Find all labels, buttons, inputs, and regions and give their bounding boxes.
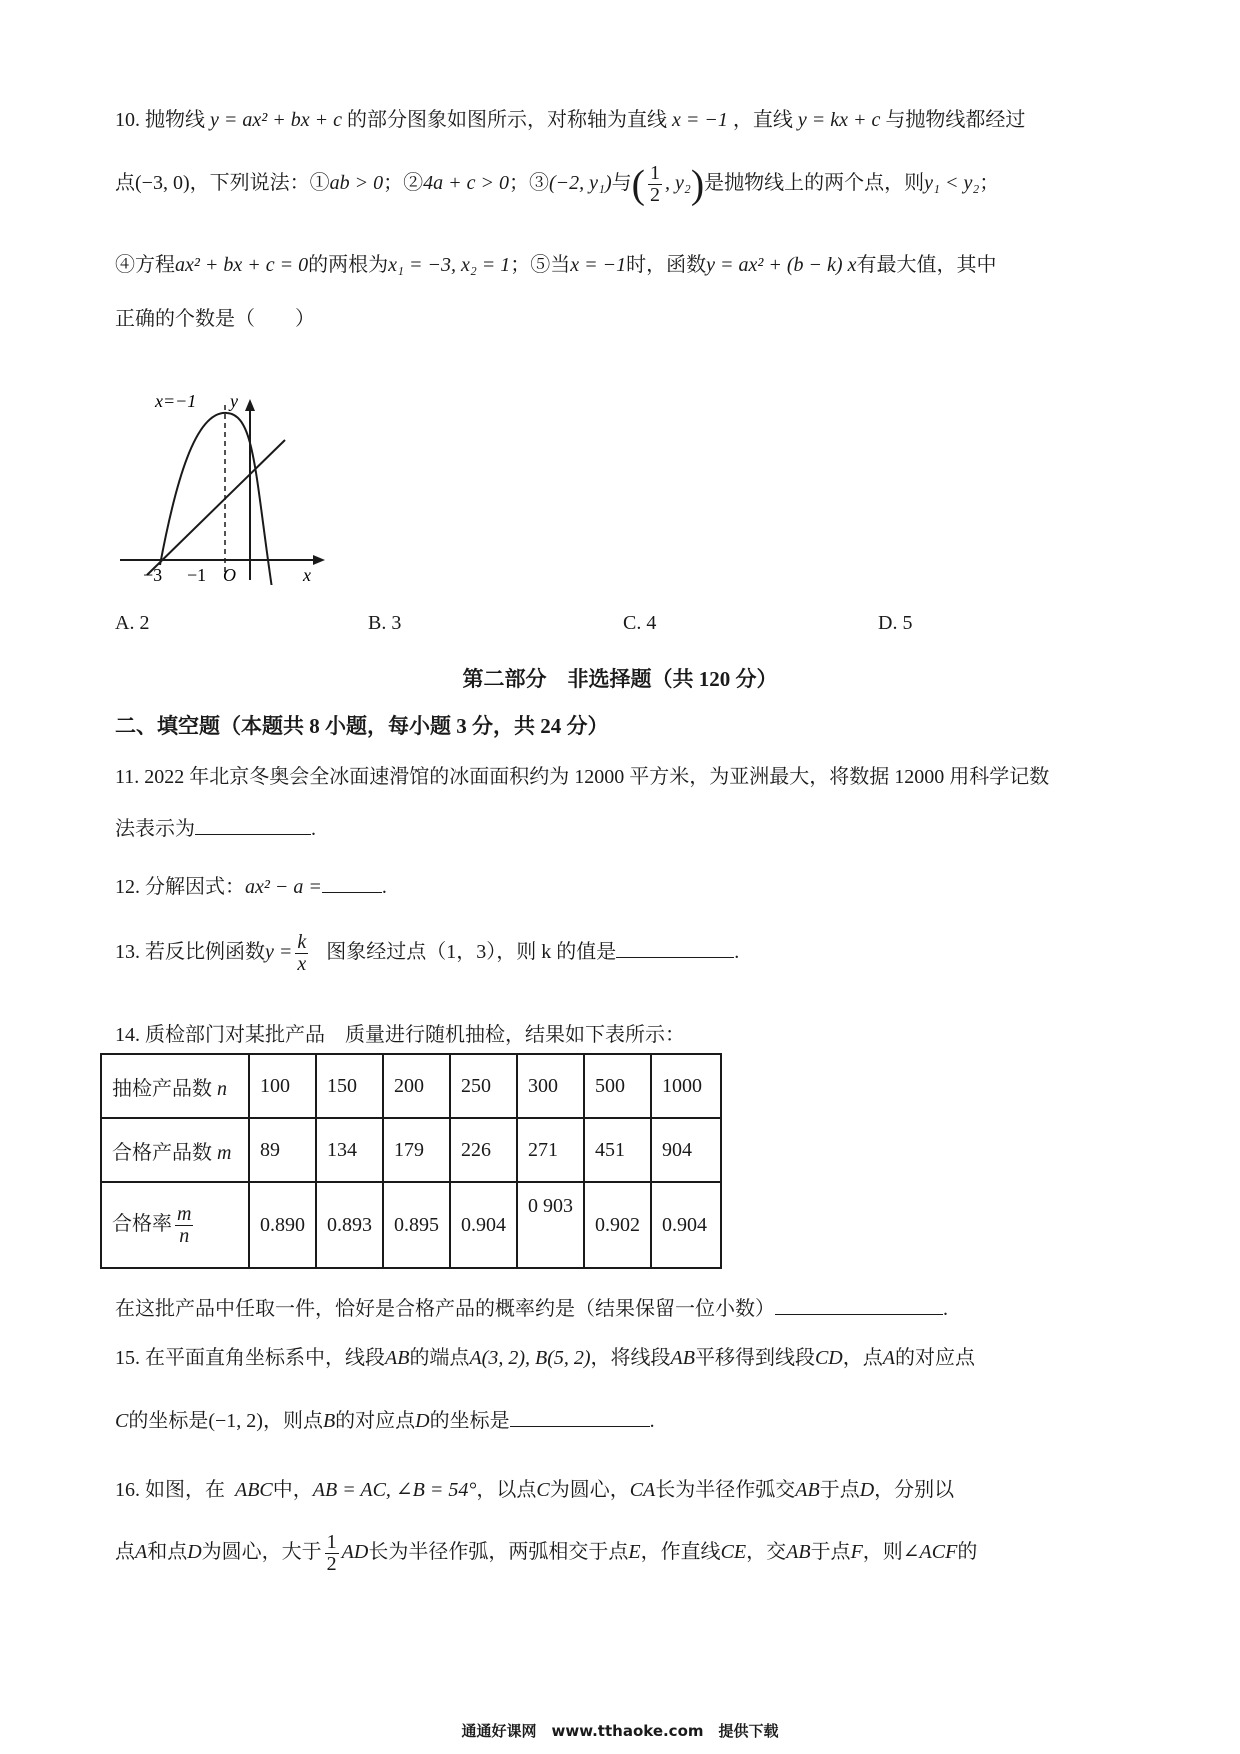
segment-ab: AB [670,1347,695,1369]
endpoints: A(3, 2), B(5, 2) [469,1347,591,1369]
q10-line-4 [115,302,315,331]
q15-text: 的坐标是 [429,1410,510,1432]
table-cell: 0.895 [383,1182,450,1268]
q16-text: 长为半径作弧，两弧相交于点 [368,1541,629,1564]
q14-answer-blank[interactable] [775,1296,943,1315]
table-row [101,1182,721,1268]
q14-intro: 14. 质检部门对某批产品 质量进行随机抽检，结果如下表所示： [115,1024,685,1046]
statement-3-point-1: (−2, y₁) [548,172,612,195]
fraction-denominator: 2 [326,1553,337,1575]
q15-text: ，将线段 [590,1347,671,1369]
q10-line-3 [115,248,996,277]
statement-5-function: y = ax² + (b − k) x [706,254,857,276]
table-row [101,1118,721,1182]
row-var: n [217,1077,227,1100]
tick-label-minus-1: −1 [187,565,207,585]
q16-text: 和点 [147,1541,188,1564]
quality-table [100,1053,722,1269]
q16-text: ，则 [862,1541,903,1564]
q11-line-2 [115,812,316,841]
q10-line-2 [115,163,999,206]
option-d: D. 5 [878,612,913,634]
fraction-denominator: x [297,953,307,975]
q15-text: 15. 在平面直角坐标系中，线段 [115,1347,385,1369]
table-cell: 904 [651,1118,721,1182]
table-cell: 0.893 [316,1182,383,1268]
q16-line-1 [115,1473,954,1502]
q13-text: 图象经过点（1，3），则 k 的值是 [326,941,617,964]
table-cell: 100 [249,1054,316,1118]
q11-answer-blank[interactable] [195,816,311,835]
table-cell: 300 [517,1054,584,1118]
option-c: C. 4 [623,612,657,634]
fraction-numerator: m [177,1202,192,1225]
symmetry-axis-equation: x = −1 [672,109,728,131]
segment-ca: CA [629,1479,656,1501]
q14-after [115,1292,948,1321]
y-axis-label: y [230,391,238,411]
row-header [101,1182,249,1268]
option-a: A. 2 [115,612,150,634]
line-equation: y = kx + c [797,109,881,131]
row-header [101,1118,249,1182]
q15-text: ，点 [842,1347,883,1369]
row-label: 合格率 [112,1212,172,1235]
q11-text: 法表示为 [115,818,195,840]
row-label: 抽检产品数 [112,1077,212,1100]
segment-ab: AB [786,1541,811,1564]
q10-text: 正确的个数是（ ） [115,308,315,330]
q16-text: 为圆心， [549,1479,630,1501]
q13-fraction [295,932,308,975]
table-cell: 271 [517,1118,584,1182]
point-f: F [850,1541,863,1564]
q10-text: 的两根为 [308,254,389,276]
part-2-title: 第二部分 非选择题（共 120 分） [462,667,778,691]
q16-line-2 [115,1532,977,1575]
table-cell: 89 [249,1118,316,1182]
table-cell: 0.904 [651,1182,721,1268]
q15-line-1 [115,1341,975,1370]
q15-text: 的坐标是 [128,1410,209,1432]
left-paren: ( [631,161,645,207]
q13-y-equals: y = [265,941,293,964]
segment-ab: AB [385,1347,410,1369]
q13-end: . [734,941,740,964]
q16-text: 16. 如图，在 [115,1479,225,1501]
q13-line [115,932,739,975]
section-2-title: 二、填空题（本题共 8 小题，每小题 3 分，共 24 分） [115,714,609,738]
tick-label-minus-3: −3 [143,565,163,585]
q12-line [115,870,387,899]
origin-label: O [223,565,236,585]
row-var: m [217,1141,232,1164]
point-a: A [882,1347,895,1369]
fraction-denominator: 2 [649,184,660,206]
table-row [101,1054,721,1118]
point-d: D [187,1541,202,1564]
statement-3-point-2: , y₂ [664,172,691,195]
table-cell: 200 [383,1054,450,1118]
table-cell: 1000 [651,1054,721,1118]
q16-text: ，分别以 [874,1479,955,1501]
table-cell: 134 [316,1118,383,1182]
point-b: B [322,1410,336,1432]
q15-line-2 [115,1404,655,1433]
q12-expression: ax² − a = [245,876,322,898]
row-label: 合格产品数 [112,1141,212,1164]
fraction-numerator: 1 [326,1531,337,1553]
fraction-numerator: 1 [649,162,660,184]
point-c: C [536,1479,550,1501]
statement-2: 4a + c > 0 [423,172,509,195]
point-coordinates: (−3, 0) [135,172,190,195]
point-d: D [415,1410,430,1432]
q16-text: 于点 [810,1541,851,1564]
q10-text: 是抛物线上的两个点，则 [704,172,925,195]
table-cell: 0.904 [450,1182,517,1268]
q15-answer-blank[interactable] [510,1408,650,1427]
straight-line [147,440,285,575]
triangle-condition: AB = AC, ∠B = 54° [312,1479,477,1501]
line-ce: CE [720,1541,747,1564]
table-cell: 0.902 [584,1182,651,1268]
parabola-graph [115,385,335,585]
q10-text: ，直线 [732,109,793,131]
q14-end: . [943,1298,948,1320]
angle-acf: ∠ACF [902,1541,958,1564]
q16-fraction [325,1532,339,1575]
option-b: B. 3 [368,612,402,634]
statement-3-inequality: y₁ < y₂ [924,172,980,195]
x-axis-label: x [303,565,311,585]
q10-text: 时，函数 [626,254,707,276]
right-paren: ) [690,161,705,207]
table-cell: 451 [584,1118,651,1182]
q16-text: 的 [957,1541,978,1564]
q16-text: 点 [115,1541,135,1564]
fraction-one-half [648,163,662,206]
table-cell: 0 903 [517,1182,584,1268]
q11-end: . [311,818,316,840]
q10-text: ④方程 [115,254,175,276]
q16-text: 于点 [819,1479,860,1501]
point-e: E [628,1541,641,1564]
q15-text: 的端点 [409,1347,470,1369]
rate-fraction [175,1204,193,1247]
fraction-denominator: n [179,1224,190,1247]
q14-text: 在这批产品中任取一件，恰好是合格产品的概率约是（结果保留一位小数） [115,1298,775,1320]
q10-text: ，下列说法：① [189,172,330,195]
q10-text: ； [979,172,1000,195]
x-axis-arrow [313,555,325,565]
q12-answer-blank[interactable] [322,874,382,893]
q12-end: . [381,876,387,898]
q10-text: ；⑤当 [510,254,571,276]
q16-text: 长为半径作弧交 [655,1479,796,1501]
point-d: D [859,1479,875,1501]
statement-1: ab > 0 [329,172,384,195]
q10-text: 有最大值，其中 [856,254,997,276]
q16-text: ，交 [746,1541,787,1564]
statement-4-equation: ax² + bx + c = 0 [175,254,309,276]
q13-text: 13. 若反比例函数 [115,941,265,964]
table-cell: 226 [450,1118,517,1182]
point-a: A [135,1541,148,1564]
parabola-equation: y = ax² + bx + c [210,109,342,131]
q10-line-1 [115,103,1025,132]
fraction-numerator: k [297,931,307,953]
q15-text: 的对应点 [894,1347,975,1369]
q12-text: 12. 分解因式： [115,876,245,898]
segment-ab: AB [795,1479,820,1501]
segment-ad: AD [341,1541,369,1564]
symmetry-axis-label: x=−1 [155,391,197,411]
table-cell: 150 [316,1054,383,1118]
table-cell: 0.890 [249,1182,316,1268]
q10-text: 与抛物线都经过 [885,109,1026,131]
q15-text: 的对应点 [335,1410,416,1432]
q15-text: ，则点 [262,1410,323,1432]
table-cell: 179 [383,1118,450,1182]
q16-text: ，作直线 [640,1541,721,1564]
q10-text: ；② [383,172,424,195]
q10-options [0,612,1240,642]
q10-text: 与 [611,172,632,195]
segment-cd: CD [814,1347,843,1369]
y-axis-arrow [245,399,255,411]
q11-line-1: 11. 2022 年北京冬奥会全冰面速滑馆的冰面面积约为 12000 平方米，为亚洲最大，将数据 12000 用科学记数 [115,766,1050,788]
q16-text: 中， [272,1479,313,1501]
row-header [101,1054,249,1118]
point-c-coordinates: (−1, 2) [208,1410,263,1432]
table-cell: 250 [450,1054,517,1118]
q16-text: 为圆心，大于 [201,1541,322,1564]
point-c: C [115,1410,129,1432]
q15-end: . [649,1410,655,1432]
q16-text: ，以点 [476,1479,537,1501]
statement-4-roots: x₁ = −3, x₂ = 1 [388,254,511,276]
q10-text: ；③ [508,172,549,195]
q10-text: 点 [115,172,135,195]
q10-text: 的部分图象如图所示，对称轴为直线 [347,109,667,131]
table-cell: 500 [584,1054,651,1118]
footer-watermark: 通通好课网 www.tthaoke.com 提供下载 [461,1722,779,1740]
q15-text: 平移得到线段 [694,1347,815,1369]
q10-text: 10. 抛物线 [115,109,205,131]
statement-5-x: x = −1 [570,254,627,276]
q13-answer-blank[interactable] [616,939,734,958]
triangle-abc: ABC [235,1479,273,1501]
